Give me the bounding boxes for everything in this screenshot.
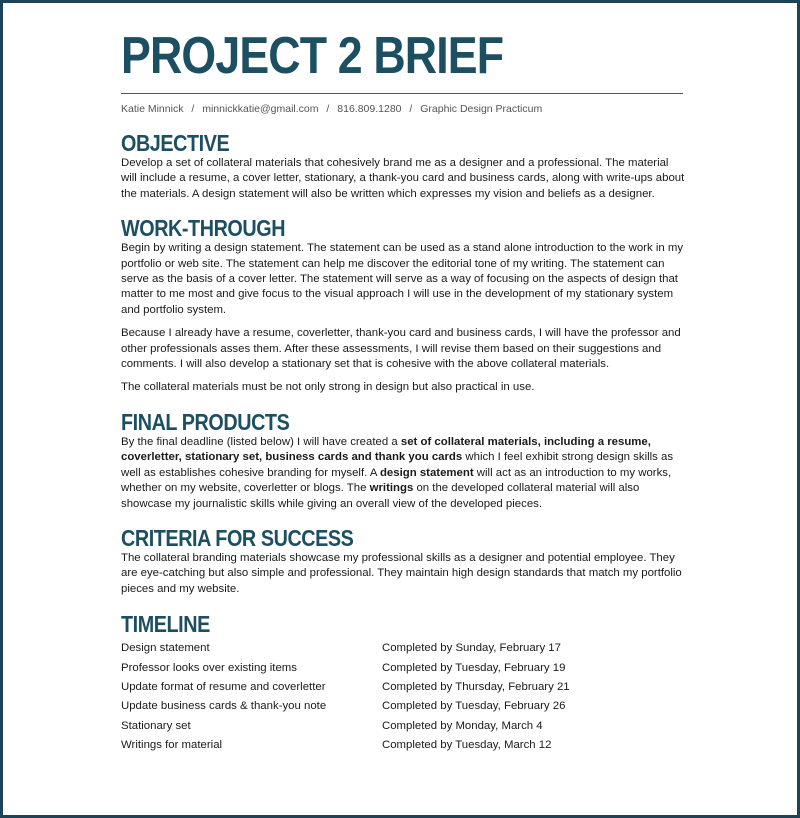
author-email: minnickkatie@gmail.com	[202, 103, 319, 115]
section-heading: CRITERIA FOR SUCCESS	[121, 524, 354, 551]
timeline-date: Completed by Tuesday, March 12	[382, 739, 552, 752]
timeline-date: Completed by Thursday, February 21	[382, 680, 570, 693]
timeline-row	[121, 697, 687, 716]
text-run: on the developed collateral material will also showcase my journalistic skills while giving an overall view of the developed pieces.	[121, 482, 640, 510]
timeline-task: Writings for material	[121, 739, 223, 752]
timeline-row	[121, 678, 687, 697]
timeline-date: Completed by Sunday, February 17	[382, 642, 561, 655]
work-through-paragraph-1: Begin by writing a design statement. The statement can be used as a stand alone introduction to the work in my portfolio or web site. The statement can help me discover the editorial tone of my writing. The statement can serve as the basis of a cover letter. The statement will serve as a way of focusing on the aspects of design that matter to me most and give focus to the visual approach I will use in the development of my stationary system and portfolio system.	[121, 242, 684, 316]
text-run: will act as an introduction to my works, whether on my website, coverletter or blogs. The	[121, 466, 672, 495]
timeline-row	[121, 736, 687, 755]
bold-text-run: writings	[369, 482, 414, 495]
course-name: Graphic Design Practicum	[420, 103, 543, 115]
timeline-task: Stationary set	[121, 719, 191, 732]
author-name: Katie Minnick	[121, 103, 184, 115]
section-heading: TIMELINE	[121, 611, 210, 638]
text-run: By the final deadline (listed below) I will have created a	[121, 435, 401, 448]
timeline-date: Completed by Tuesday, February 26	[382, 700, 566, 713]
objective-text: Develop a set of collateral materials that cohesively brand me as a designer and a professional. The material will include a resume, a cover letter, stationary, a thank-you card and business cards, along with write-ups about the materials. A design statement will also be written which expresses my vision and beliefs as a designer.	[121, 157, 685, 200]
page-title: PROJECT 2 BRIEF	[121, 27, 504, 85]
bold-text-run: set of collateral materials, including a resume, coverletter, stationary set, business cards and thank you cards	[121, 435, 651, 464]
section-heading: FINAL PRODUCTS	[121, 408, 290, 435]
title-divider	[121, 93, 683, 94]
work-through-paragraph-3: The collateral materials must be not only strong in design but also practical in use.	[121, 381, 535, 394]
author-phone: 816.809.1280	[337, 103, 402, 115]
timeline-task: Design statement	[121, 642, 210, 655]
author-meta	[121, 102, 687, 116]
work-through-paragraph-2: Because I already have a resume, coverletter, thank-you card and business cards, I will have the professor and other professionals asses them. After these assessments, I will revise them based on their suggestions and comments. I will also develop a stationary set that is cohesive with the above collateral materials.	[121, 327, 681, 371]
meta-separator: /	[409, 103, 413, 115]
timeline-task: Update business cards & thank-you note	[121, 700, 327, 713]
section-criteria	[121, 525, 687, 597]
section-heading: WORK-THROUGH	[121, 215, 286, 242]
bold-text-run: design statement	[379, 466, 474, 479]
section-objective	[121, 130, 687, 202]
document-page	[121, 25, 687, 756]
timeline-row	[121, 659, 687, 678]
timeline-task: Professor looks over existing items	[121, 661, 297, 674]
text-run: which I feel exhibit strong design skills as well as establishes cohesive branding for myself. A	[121, 451, 674, 479]
timeline-task: Update format of resume and coverletter	[121, 680, 326, 693]
section-timeline	[121, 611, 687, 755]
section-final-products	[121, 409, 687, 512]
section-work-through	[121, 215, 687, 396]
timeline-date: Completed by Tuesday, February 19	[382, 661, 566, 674]
timeline-list	[121, 639, 687, 755]
timeline-row	[121, 639, 687, 658]
criteria-text: The collateral branding materials showcase my professional skills as a designer and potential employee. They are eye-catching but also simple and professional. They maintain high design standards that match my portfolio pieces and my website.	[121, 551, 682, 595]
timeline-row	[121, 717, 687, 736]
section-heading: OBJECTIVE	[121, 130, 230, 156]
timeline-date: Completed by Monday, March 4	[382, 719, 543, 732]
meta-separator: /	[191, 103, 195, 115]
final-products-text	[121, 435, 687, 512]
meta-separator: /	[326, 103, 330, 115]
